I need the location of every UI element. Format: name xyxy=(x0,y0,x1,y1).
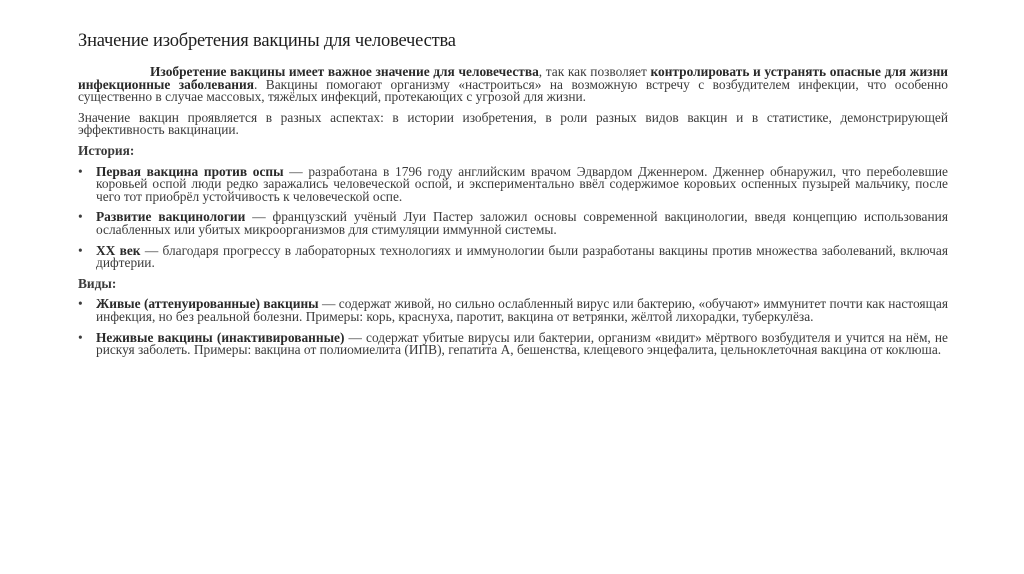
intro-text-1: , так как позволяет xyxy=(538,64,651,79)
list-item xyxy=(78,163,948,204)
item-text: — содержат убитые вирусы или бактерии, организм «видит» мёртвого возбудителя и учится на нём, не рискуя заболеть. Примеры: вакцина от полиомиелита (ИПВ), гепатита А, бешенства, клещевого энцефалита, цельноклеточная вакцина от коклюша. xyxy=(96,329,948,358)
bullet-icon: • xyxy=(78,296,83,312)
bullet-icon: • xyxy=(78,242,83,258)
aspects-paragraph: Значение вакцин проявляется в разных аспектах: в истории изобретения, в роли разных видов вакцин и в статистике, демонстрирующей эффективность вакцинации. xyxy=(78,109,948,138)
intro-bold-2: контролировать и устранять опасные для жизни инфекционные заболевания xyxy=(78,64,948,92)
item-text: — разработана в 1796 году английским врачом Эдвардом Дженнером. Дженнер обнаружил, что переболевшие коровьей оспой люди редко заражались человеческой оспой, и экспериментально ввёл содержимое коровьих оспенных пузырей мальчику, после чего тот приобрёл устойчивость к человеческой оспе. xyxy=(96,163,948,204)
item-title: Развитие вакцинологии xyxy=(96,209,246,225)
bullet-icon: • xyxy=(78,209,83,225)
bullet-icon: • xyxy=(78,329,83,345)
intro-bold-1: Изобретение вакцины имеет важное значение для человечества xyxy=(150,64,539,79)
intro-text-2: . Вакцины помогают организму «настроиться» на возможную встречу с возбудителем инфекции, что особенно существенно в случае массовых, тяжёлых инфекций, протекающих с угрозой для жизни. xyxy=(78,76,948,105)
types-heading: Виды: xyxy=(78,275,117,291)
slide-content xyxy=(78,66,948,365)
item-title: Живые (аттенуированные) вакцины xyxy=(96,296,319,312)
history-heading: История: xyxy=(78,142,135,158)
list-item xyxy=(78,298,948,323)
history-list xyxy=(78,163,948,271)
list-item xyxy=(78,242,948,271)
bullet-icon: • xyxy=(78,163,83,179)
item-text: — благодаря прогрессу в лабораторных технологиях и иммунологии были разработаны вакцины против множества заболеваний, включая дифтерии. xyxy=(96,242,948,271)
list-item xyxy=(78,211,948,236)
types-list xyxy=(78,298,948,356)
list-item xyxy=(78,329,948,358)
item-text: — содержат живой, но сильно ослабленный вирус или бактерию, «обучают» иммунитет почти как настоящая инфекция, но без реальной болезни. Примеры: корь, краснуха, паротит, вакцина от ветрянки, жёлтой лихорадки, туберкулёза. xyxy=(96,296,948,324)
item-title: XX век xyxy=(96,242,141,258)
item-title: Первая вакцина против оспы xyxy=(96,163,284,179)
intro-paragraph xyxy=(78,66,948,104)
item-title: Неживые вакцины (инактивированные) xyxy=(96,329,345,345)
item-text: — французский учёный Луи Пастер заложил основы современной вакцинологии, введя концепцию использования ослабленных или убитых микроорганизмов для стимуляции иммунной системы. xyxy=(96,209,948,237)
slide-title: Значение изобретения вакцины для человечества xyxy=(78,31,456,51)
